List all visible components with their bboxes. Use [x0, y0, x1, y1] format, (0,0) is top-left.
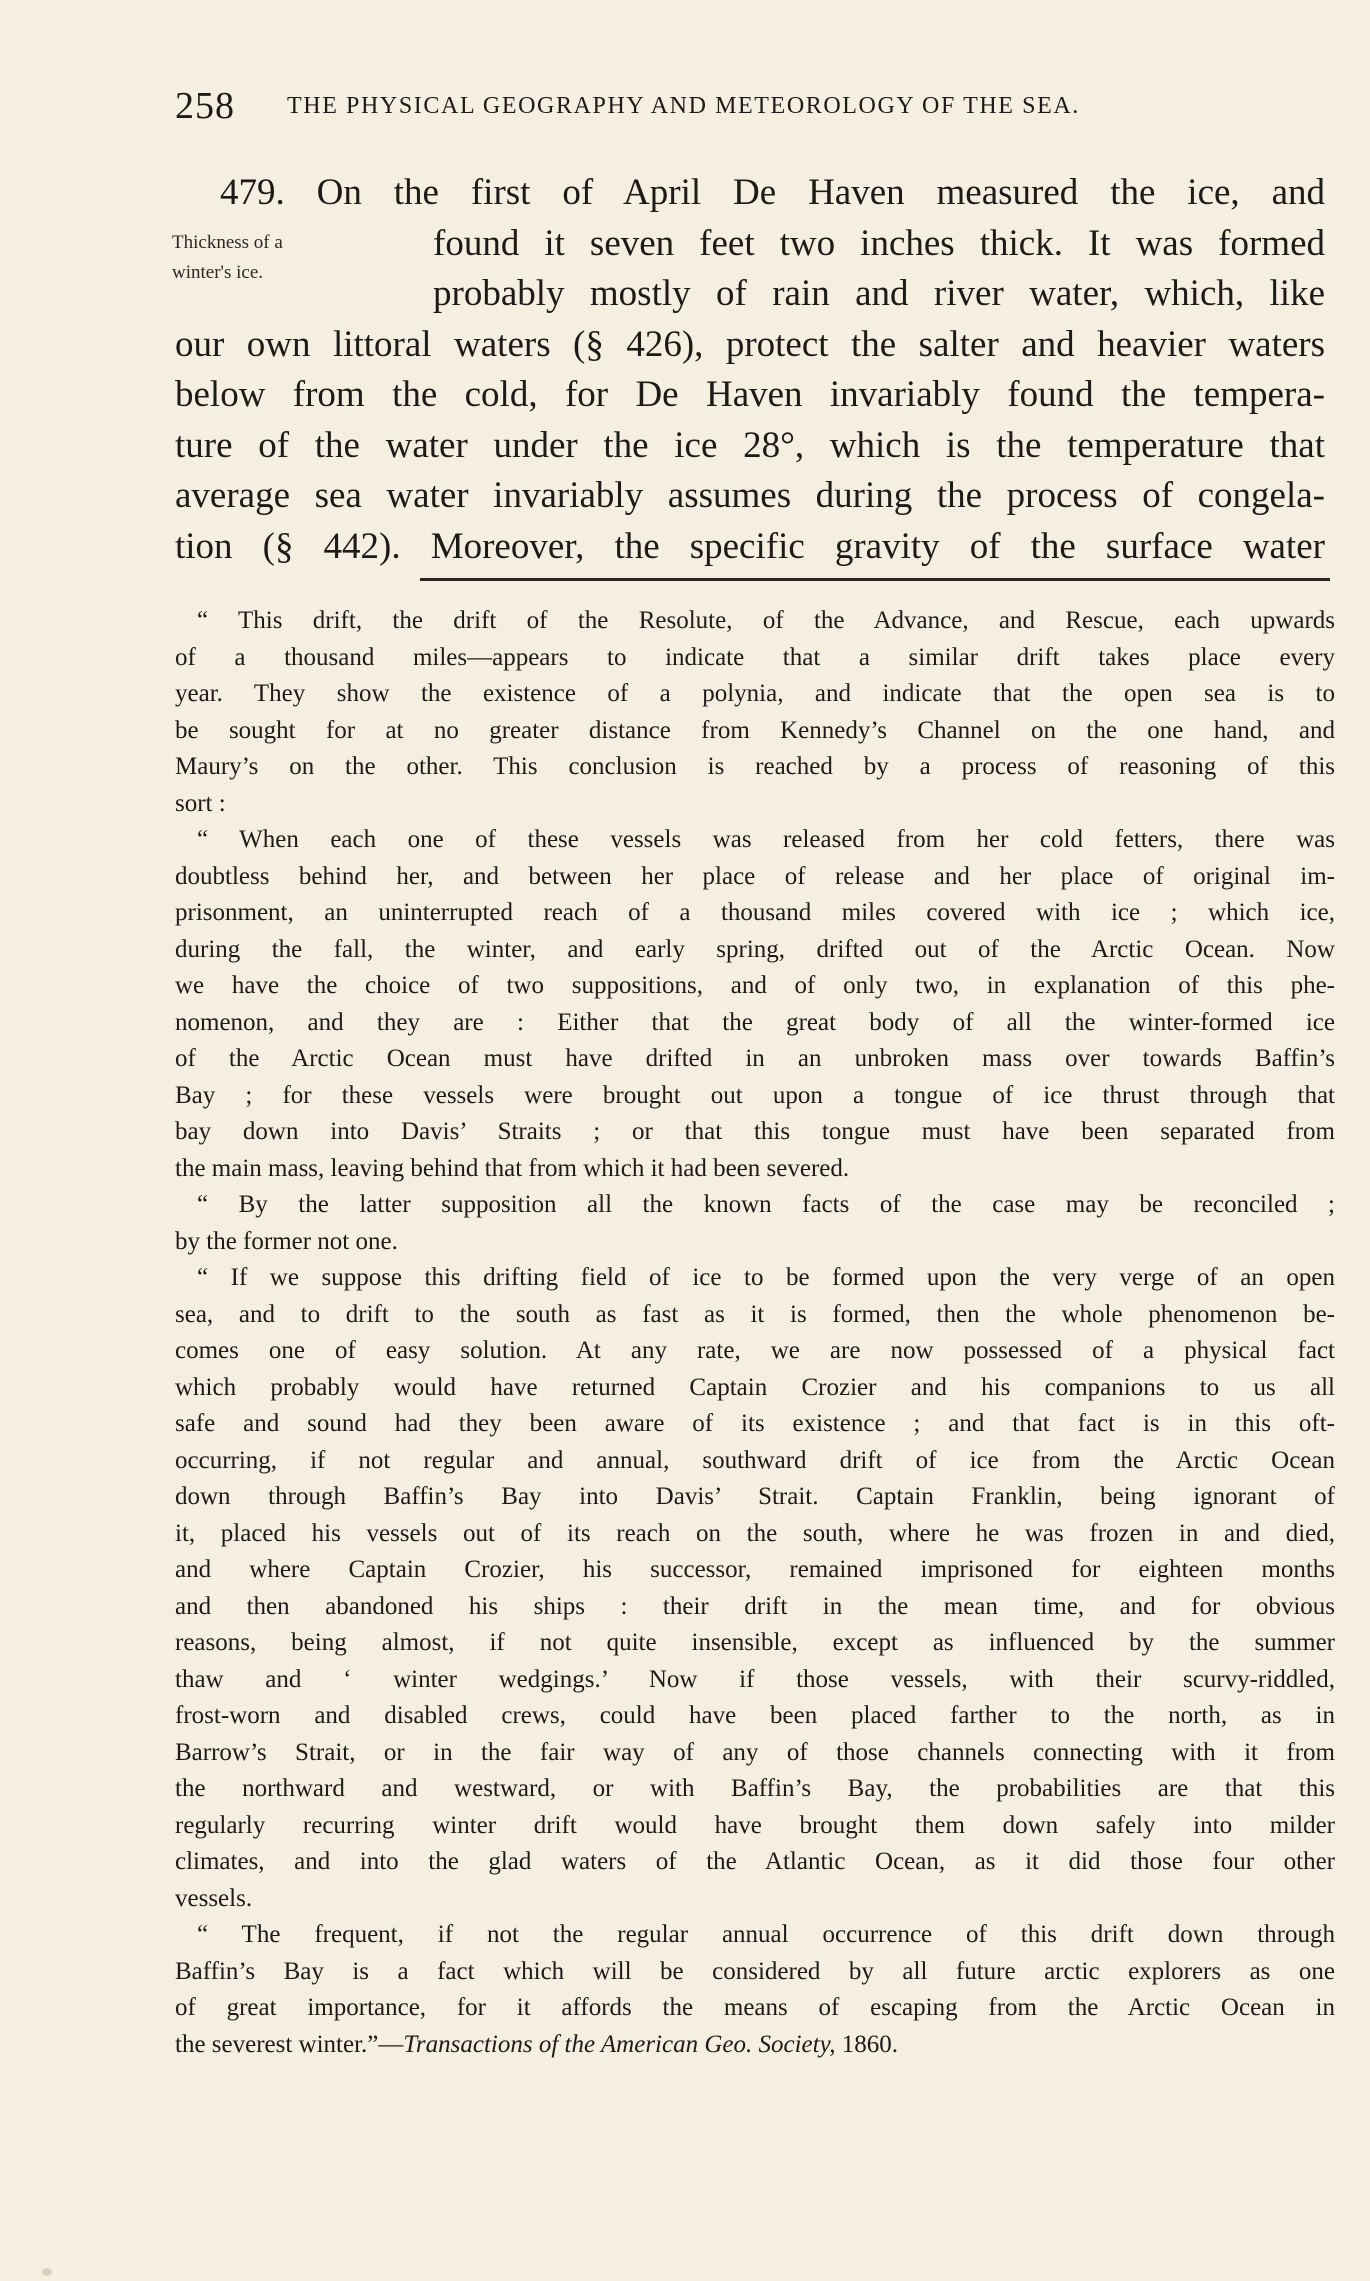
page-number: 258 — [175, 85, 235, 127]
footnote-line: safe and sound had they been aware of its existence ; and that fact is in this oft- — [175, 1410, 1335, 1437]
footnote-line: it, placed his vessels out of its reach on the south, where he was frozen in and died, — [175, 1519, 1335, 1547]
footnote-line: regularly recurring winter drift would have brought them down safely into milder — [175, 1811, 1335, 1839]
citation-title: Transactions of the American Geo. Society, — [403, 2030, 836, 2058]
footnote-line: of great importance, for it affords the means of escaping from the Arctic Ocean in — [175, 1994, 1335, 2021]
margin-note-line: winter's ice. — [172, 262, 264, 283]
footnote-line: nomenon, and they are : Either that the great body of all the winter-formed ice — [175, 1008, 1335, 1036]
running-head — [175, 84, 1265, 127]
footnote-line: of the Arctic Ocean must have drifted in an unbroken mass over towards Baffin’s — [175, 1045, 1335, 1072]
footnote-line: Baffin’s Bay is a fact which will be considered by all future arctic explorers as one — [175, 1957, 1335, 1985]
footnote-line: frost-worn and disabled crews, could have been placed farther to the north, as in — [175, 1702, 1335, 1729]
paragraph-line: our own littoral waters (§ 426), protect the salter and heavier waters — [175, 323, 1325, 365]
footnote-line: climates, and into the glad waters of the Atlantic Ocean, as it did those four other — [175, 1848, 1335, 1875]
margin-note-line: Thickness of a — [172, 232, 283, 253]
running-title: THE PHYSICAL GEOGRAPHY AND METEOROLOGY OF THE SEA. — [287, 93, 1080, 119]
footnote-line: Bay ; for these vessels were brought out upon a tongue of ice thrust through that — [175, 1081, 1335, 1109]
citation-year: 1860. — [835, 2030, 899, 2058]
footnote-line: “ If we suppose this drifting field of ice to be formed upon the very verge of an open — [197, 1264, 1335, 1291]
footnote-line: the northward and westward, or with Baffin’s Bay, the probabilities are that this — [175, 1775, 1335, 1802]
main-paragraph — [175, 168, 1325, 572]
footnote-line: “ By the latter supposition all the known facts of the case may be reconciled ; — [197, 1191, 1335, 1218]
footnote-line: which probably would have returned Captain Crozier and his companions to us all — [175, 1373, 1335, 1401]
footnote-line: the main mass, leaving behind that from which it had been severed. — [175, 1154, 850, 1182]
footnote-line: be sought for at no greater distance from Kennedy’s Channel on the one hand, and — [175, 716, 1335, 744]
footnote-line: during the fall, the winter, and early spring, drifted out of the Arctic Ocean. Now — [175, 935, 1335, 963]
paragraph-line: ture of the water under the ice 28°, which is the temperature that — [175, 424, 1325, 466]
footnote-line: occurring, if not regular and annual, southward drift of ice from the Arctic Ocean — [175, 1446, 1335, 1474]
paragraph-line: below from the cold, for De Haven invariably found the tempera- — [175, 374, 1325, 415]
paragraph-line: tion (§ 442). Moreover, the specific gravity of the surface water — [175, 525, 1325, 567]
footnote-line: “ This drift, the drift of the Resolute, of the Advance, and Rescue, each upwards — [197, 607, 1335, 634]
footnote-line: reasons, being almost, if not quite insensible, except as influenced by the summer — [175, 1629, 1335, 1656]
footnote-line: sort : — [175, 789, 226, 817]
footnote-line: doubtless behind her, and between her place of release and her place of original im- — [175, 862, 1335, 890]
footnote-line: sea, and to drift to the south as fast as it is formed, then the whole phenomenon be- — [175, 1300, 1335, 1328]
paragraph-line: probably mostly of rain and river water, which, like — [433, 273, 1325, 314]
footnote-citation-line — [175, 2027, 1335, 2064]
footnote-line: prisonment, an uninterrupted reach of a thousand miles covered with ice ; which ice, — [175, 899, 1335, 926]
footnote-line: year. They show the existence of a polynia, and indicate that the open sea is to — [175, 680, 1335, 707]
footnote-line: of a thousand miles—appears to indicate that a similar drift takes place every — [175, 643, 1335, 671]
footnote-line: thaw and ‘ winter wedgings.’ Now if those vessels, with their scurvy-riddled, — [175, 1665, 1335, 1693]
paragraph-line: average sea water invariably assumes during the process of congela- — [175, 475, 1325, 516]
footnote-line: Maury’s on the other. This conclusion is reached by a process of reasoning of this — [175, 753, 1335, 780]
footnote-line: comes one of easy solution. At any rate, we are now possessed of a physical fact — [175, 1337, 1335, 1364]
footnote-line: down through Baffin’s Bay into Davis’ Strait. Captain Franklin, being ignorant of — [175, 1483, 1335, 1510]
footnote-line: and then abandoned his ships : their drift in the mean time, and for obvious — [175, 1592, 1335, 1620]
footnote-line: Barrow’s Strait, or in the fair way of any of those channels connecting with it from — [175, 1738, 1335, 1766]
footnote-line: “ When each one of these vessels was released from her cold fetters, there was — [197, 826, 1335, 853]
paragraph-line: found it seven feet two inches thick. It was formed — [433, 222, 1325, 264]
paper-speck — [42, 2268, 52, 2276]
footnote-line: by the former not one. — [175, 1227, 398, 1255]
footnote-line: we have the choice of two suppositions, and of only two, in explanation of this phe- — [175, 972, 1335, 999]
footnote-line: vessels. — [175, 1884, 253, 1912]
footnote — [175, 603, 1335, 2063]
footnote-line: and where Captain Crozier, his successor, remained imprisoned for eighteen months — [175, 1556, 1335, 1583]
footnote-line: “ The frequent, if not the regular annual occurrence of this drift down through — [197, 1921, 1335, 1948]
footnote-divider — [420, 578, 1330, 581]
paragraph-line: 479. On the first of April De Haven measured the ice, and — [220, 172, 1325, 213]
footnote-line: bay down into Davis’ Straits ; or that this tongue must have been separated from — [175, 1118, 1335, 1145]
footnote-line-end: the severest winter.”— — [175, 2030, 404, 2058]
